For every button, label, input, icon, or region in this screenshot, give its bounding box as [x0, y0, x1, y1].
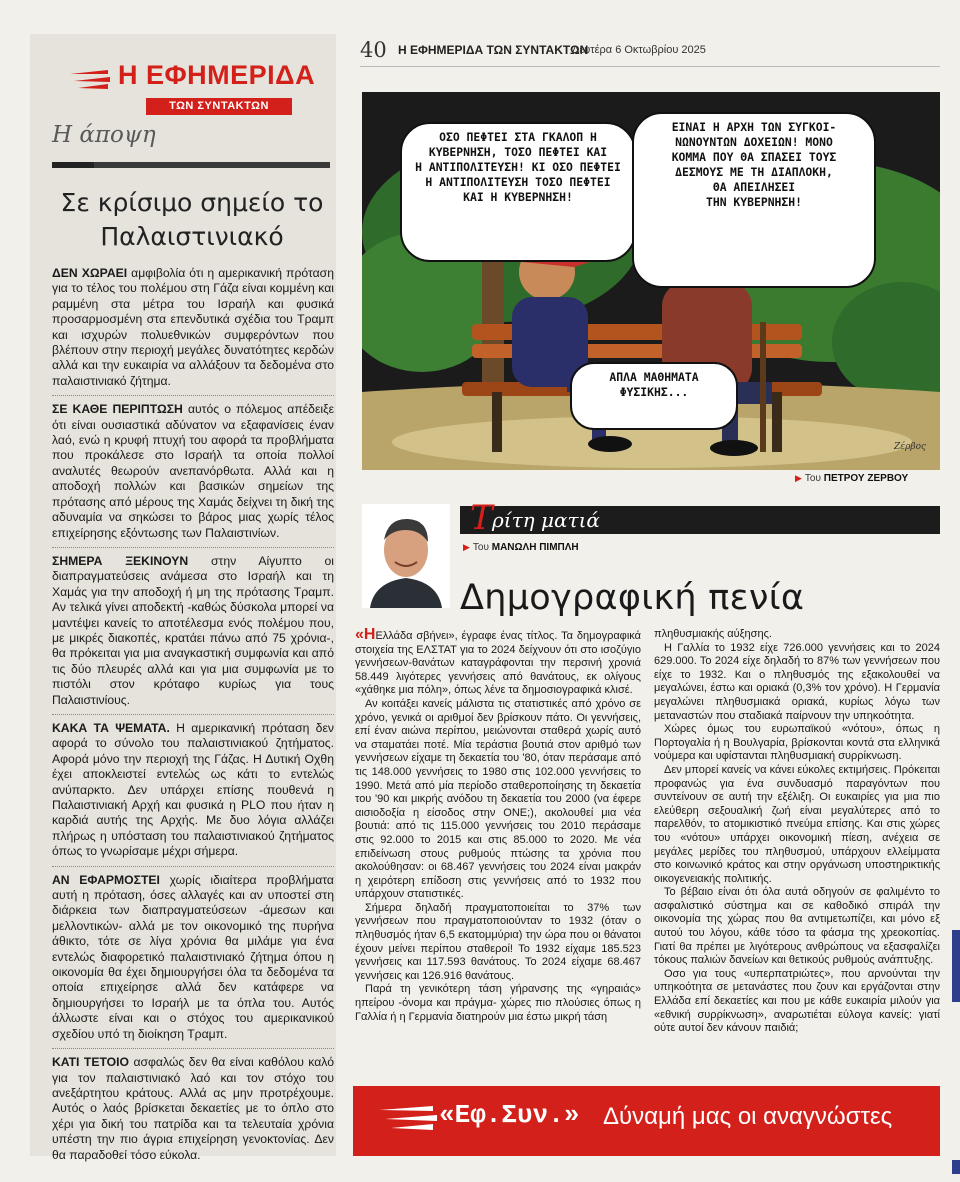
header-date: Δευτέρα 6 Οκτωβρίου 2025	[572, 44, 706, 56]
editorial-paragraph: ΣΗΜΕΡΑ ΞΕΚΙΝΟΥΝ στην Αίγυπτο οι διαπραγματεύσεις ανάμεσα στο Ισραήλ και τη Χαμάς για την αποδοχή ή μη της πρότασης Τραμπ. Αν τελικά γίνει αποδεκτή -καθώς δύσκολα μπορεί να μαντέψει κανείς το αποτέλεσμα ενός πολέμου που, με μικρές διακοπές, κρατάει πάνω από 75 χρόνια-, θα πρόκειται για μια αναγκαστική συμφωνία και από τις δύο πλευρές αλλά και για μια συμφωνία με το πιστόλι στον κρόταφο κυρίως για τους Παλαιστινίους.	[52, 553, 334, 707]
feature-paragraph: Αν κοιτάξει κανείς μάλιστα τις στατιστικές από χρόνο σε χρόνο, γενικά οι αριθμοί δεν βρίσκουν πάτο. Οι γεννήσεις, επί έναν αιώνα περίπου, μειώνονται σταθερά χωρίς αυτό να σταματάει ποτέ. Μία τεράστια βουτιά στον αριθμό των γεννήσεων είχαμε τη δεκαετία του '80, όταν περάσαμε από τις 148.000 γεννήσεις το 1980 στις 102.000 γεννήσεις το 1990. Μετά από μία περίοδο σταθεροποίησης τη δεκαετία του '90 και μικρής ανόδου τη δεκαετία του 2000 (να έφερε αισιοδοξία η είσοδος στην ONE;), ακολουθεί μια νέα βουτιά: από τις 115.000 γεννήσεις του 2010 περάσαμε στις 92.000 το 2015 και στις 85.000 το 2020. Με νέα επιδείνωση στους ρυθμούς πτώσης τα χρόνια που ακολούθησαν: οι 68.467 γεννήσεις του 2024 είναι μακράν η χειρότερη επίδοση στις γεννήσεις από το 1932 που υπάρχουν στατιστικές.	[355, 697, 641, 901]
cartoonist-signature: Ζέρβος	[894, 442, 927, 452]
editorial-paragraph: ΚΑΚΑ ΤΑ ΨΕΜΑΤΑ. Η αμερικανική πρόταση δεν αφορά το σύνολο του παλαιστινιακού ζητήματος. Αφορά μόνο την περιοχή της Γάζας. Η Δυτική Οχθη έχει αποκλειστεί εντελώς ως κάτι το εντελώς ανύπαρκτο. Δεν υπάρχει επίσης πουθενά η Παλαιστινιακή Αρχή και φυσικά η PLO που ήταν η καρδιά αυτής της Αρχής. Με δυο λόγια αλλάζει πλήρως η υπόσταση του παλαιστινιακού ζητήματος όπως το γνωρίσαμε μέχρι σήμερα.	[52, 720, 334, 859]
feature-title: Δημογραφική πενία	[460, 578, 805, 618]
page-number: 40	[360, 38, 387, 62]
feature-column-1	[355, 628, 641, 1024]
speech-bubble-left: ΟΣΟ ΠΕΦΤΕΙ ΣΤΑ ΓΚΑΛΟΠ Η ΚΥΒΕΡΝΗΣΗ, ΤΟΣΟ ΠΕΦΤΕΙ ΚΑΙ Η ΑΝΤΙΠΟΛΙΤΕΥΣΗ! ΚΙ ΟΣΟ ΠΕΦΤΕΙ Η ΑΝΤΙΠΟΛΙΤΕΥΣΗ ΤΟΣΟ ΠΕΦΤΕΙ ΚΑΙ Η ΚΥΒΕΡΝΗΣΗ!	[400, 122, 636, 262]
promo-brand: «Εφ.Συν.»	[439, 1100, 580, 1130]
masthead-sub: ΤΩΝ ΣΥΝΤΑΚΤΩΝ	[146, 98, 292, 115]
feature-paragraph: Παρά τη γενικότερη τάση γήρανσης της «γηραιάς» ηπείρου -όνομα και πράγμα- χώρες πιο πλούσιες όπως η Γαλλία ή η Γερμανία διατηρούν μια έστω μικρή τάση	[355, 983, 641, 1023]
author-photo-icon	[362, 504, 450, 608]
page-header	[360, 38, 940, 64]
masthead-logo	[54, 60, 324, 124]
feature-paragraph: Το βέβαιο είναι ότι όλα αυτά οδηγούν σε φαλιμέντο το ασφαλιστικό σύστημα και σε καθοδικό σπιράλ την οικονομία της χώρας που θα αντιμετωπίζει, και μόνο εξ αυτού του λόγου, κάθε τόσο τα φάσμα της χρεοκοπίας. Γιατί θα πρέπει με λιγότερους ανθρώπους να εξασφαλίζει τόκους παλιών δανείων και θετικούς ρυθμούς ανάπτυξης.	[654, 886, 940, 967]
header-paper-name: Η ΕΦΗΜΕΡΙΔΑ ΤΩΝ ΣΥΝΤΑΚΤΩΝ	[398, 43, 589, 57]
editorial-column	[30, 34, 336, 1162]
section-initial: Τ	[470, 498, 493, 538]
section-banner	[460, 498, 940, 538]
section-title: ρίτη ματιά	[492, 508, 600, 532]
paragraph-divider	[52, 395, 334, 396]
cartoon-credit: ▶ Του ΠΕΤΡΟΥ ΖΕΡΒΟΥ	[795, 473, 909, 484]
promo-speed-lines-icon	[375, 1102, 439, 1138]
feature-paragraph: «ΗΕλλάδα σβήνει», έγραφε ένας τίτλος. Τα δημογραφικά στοιχεία της ΕΛΣΤΑΤ για το 2024 δείχνουν ότι στο ισοζύγιο γεννήσεων-θανάτων καταγράφονται την περσινή χρονιά 58.449 λιγότερες γεννήσεις από θανάτους, εκ ολίγους «χάθηκε μια πόλη», όπως λένε τα δημοσιογραφικά κλισέ.	[355, 626, 641, 697]
triangle-icon: ▶	[463, 542, 470, 552]
paragraph-divider	[52, 714, 334, 715]
feature-paragraph: Χώρες όμως του ευρωπαϊκού «νότου», όπως η Πορτογαλία ή η Βουλγαρία, βρίσκονται κοντά στα ελληνικά νούμερα και υφίστανται πληθυσμιακή συρρίκνωση.	[654, 723, 940, 763]
logo-speed-lines-icon	[68, 68, 112, 96]
section-label: Η άποψη	[52, 122, 156, 148]
header-rule	[360, 66, 940, 67]
speech-bubble-right: ΕΙΝΑΙ Η ΑΡΧΗ ΤΩΝ ΣΥΓΚΟΙ- ΝΩΝΟΥΝΤΩΝ ΔΟΧΕΙΩΝ! ΜΟΝΟ ΚΟΜΜΑ ΠΟΥ ΘΑ ΣΠΑΣΕΙ ΤΟΥΣ ΔΕΣΜΟΥΣ ΜΕ ΤΗ ΔΙΑΠΛΟΚΗ, ΘΑ ΑΠΕΙΛΗΣΕΙ ΤΗΝ ΚΥΒΕΡΝΗΣΗ!	[632, 112, 876, 288]
section-rule	[52, 162, 330, 168]
promo-banner	[353, 1086, 940, 1156]
author-portrait	[362, 504, 450, 608]
speech-bubble-bottom: ΑΠΛΑ ΜΑΘΗΜΑΤΑ ΦΥΣΙΚΗΣ...	[570, 362, 738, 430]
page-edge-marker	[952, 930, 960, 1002]
paragraph-divider	[52, 866, 334, 867]
editorial-body	[52, 266, 334, 1169]
cartoon	[362, 92, 940, 470]
feature-paragraph: Η Γαλλία το 1932 είχε 726.000 γεννήσεις και το 2024 629.000. Το 2024 είχε δηλαδή το 87% των γεννήσεων που είχε το 1932. Και ο πληθυσμός της εξακολουθεί να μεγαλώνει, έστω και οριακά (0,3% τον χρόνο). Η Γερμανία μεγαλώνει πληθυσμιακά οριακά, κυρίως λόγω των μεταναστών που σταδιακά παίρνουν την υπηκοότητα.	[654, 641, 940, 722]
triangle-icon: ▶	[795, 473, 802, 483]
masthead-name: Η ΕΦΗΜΕΡΙΔΑ	[118, 60, 316, 90]
feature-column-2	[654, 628, 940, 1036]
editorial-paragraph: ΣΕ ΚΑΘΕ ΠΕΡΙΠΤΩΣΗ αυτός ο πόλεμος απέδειξε ότι είναι ουσιαστικά αδύνατον να εξαφανίσεις έναν λαό, ενώ η κρυφή πτυχή του αφορά τα προβλήματα που προκάλεσε στο Ισραήλ τα οποία πολλοί αναλυτές θεωρούν ανεπανόρθωτα. Αλλά και η αποδοχή πολλών και βασικών σημείων της πρότασης από μέρους της Χαμάς δείχνει τη δική της αδυναμία να σηκώσει το βάρος μιας χωρίς τέλος επιχείρησης εξόντωσης των Παλαιστινίων.	[52, 402, 334, 540]
byline: ▶ Του ΜΑΝΩΛΗ ΠΙΜΠΛΗ	[463, 542, 579, 553]
page-edge-marker	[952, 1160, 960, 1174]
feature-paragraph: πληθυσμιακής αύξησης.	[654, 628, 772, 640]
bleed-through-strip	[38, 36, 328, 50]
feature-paragraph: Δεν μπορεί κανείς να κάνει εύκολες εκτιμήσεις. Πρόκειται προφανώς για ένα συνδυασμό παραγόντων που συντείνουν σε αυτή την εξέλιξη. Οι ευκαιρίες για μια πιο ελεύθερη σεξουαλική ζωή είναι μεγαλύτερες από το παρελθόν, το ατομικιστικό πνεύμα επίσης. Και στις χώρες του «νότου» υπάρχει οικονομική πίεση, ανέχεια σε μεγάλες μερίδες του πληθυσμού, υπάρχουν ελλείμματα στο κοινωνικό κράτος και στην οργάνωση υποστηρικτικής οικογενειακής πολιτικής.	[654, 763, 940, 885]
promo-tagline: Δύναμή μας οι αναγνώστες	[603, 1103, 893, 1130]
paragraph-divider	[52, 547, 334, 548]
editorial-paragraph: ΔΕΝ ΧΩΡΑΕΙ αμφιβολία ότι η αμερικανική πρόταση για το τέλος του πολέμου στη Γάζα είναι κομμένη και ραμμένη στα μέτρα του Ισραήλ και φυσικά προσαρμοσμένη στα επενδυτικά σχέδια του Τραμπ και ισχυρών πολυεθνικών συμφερόντων που βλέπουν στην περιοχή μεγάλες δυνατότητες κερδών αλλά και την ευκαιρία να αλλάξουν τα δεδομένα στο παλαιστινιακό ζήτημα.	[52, 266, 334, 388]
editorial-paragraph: ΚΑΤΙ ΤΕΤΟΙΟ ασφαλώς δεν θα είναι καθόλου καλό για τον παλαιστινιακό λαό και τον στόχο του ανεξάρτητου κράτους. Αλλά ας μην προτρέχουμε. Αυτός ο λαός βρίσκεται δεκαετίες με το όπλο στο χέρι για δική του πατρίδα και τα τελευταία χρόνια υπέστη την πιο άγρια επιχείρηση γενοκτονίας. Δεν θα παραδοθεί τόσο εύκολα.	[52, 1055, 334, 1162]
feature-paragraph: Οσο για τους «υπερπατριώτες», που αρνούνται την υπηκοότητα σε μετανάστες που ζουν και εργάζονται στην Ελλάδα επί δεκαετίες και που με κάθε ευκαιρία μιλούν για «εθνική συρρίκνωση», αναρωτιέται εύλογα κανείς: γιατί ούτε αυτοί δεν κάνουν παιδιά;	[654, 967, 940, 1035]
editorial-title: Σε κρίσιμο σημείο το Παλαιστινιακό	[60, 188, 324, 251]
paragraph-divider	[52, 1048, 334, 1049]
feature-paragraph: Σήμερα δηλαδή πραγματοποιείται το 37% των γεννήσεων που πραγματοποιούνταν το 1932 (όταν ο πληθυσμός ήταν 6,5 εκατομμύρια) την ώρα που οι θάνατοι έχουν μείνει περίπου σταθεροί! Το 1932 είχαμε 185.523 γεννήσεις και 117.593 θανάτους. Το 2024 είχαμε 68.467 γεννήσεις και 126.916 θανάτους.	[355, 901, 641, 982]
editorial-paragraph: ΑΝ ΕΦΑΡΜΟΣΤΕΙ χωρίς ιδιαίτερα προβλήματα αυτή η πρόταση, όσες αλλαγές και αν υποστεί στη διάρκεια των διαπραγματεύσεων -άμεσων και μελλοντικών- αλλά με τον οικονομικό της πυρήνα άθικτο, τότε σε λίγα χρόνια θα μιλάμε για ένα εντελώς διαφορετικό παλαιστινιακό ζήτημα όπου η οικονομία θα έχει δημιουργήσει όλα τα δεδομένα τα οποία επιχείρησε αλλά δεν κατάφερε να δημιουργήσει το Ισραήλ με τα όπλα του. Αυτός άλλωστε είναι και ο στόχος του αμερικανικού σχεδίου υπό τη διοίκηση Τραμπ.	[52, 872, 334, 1041]
